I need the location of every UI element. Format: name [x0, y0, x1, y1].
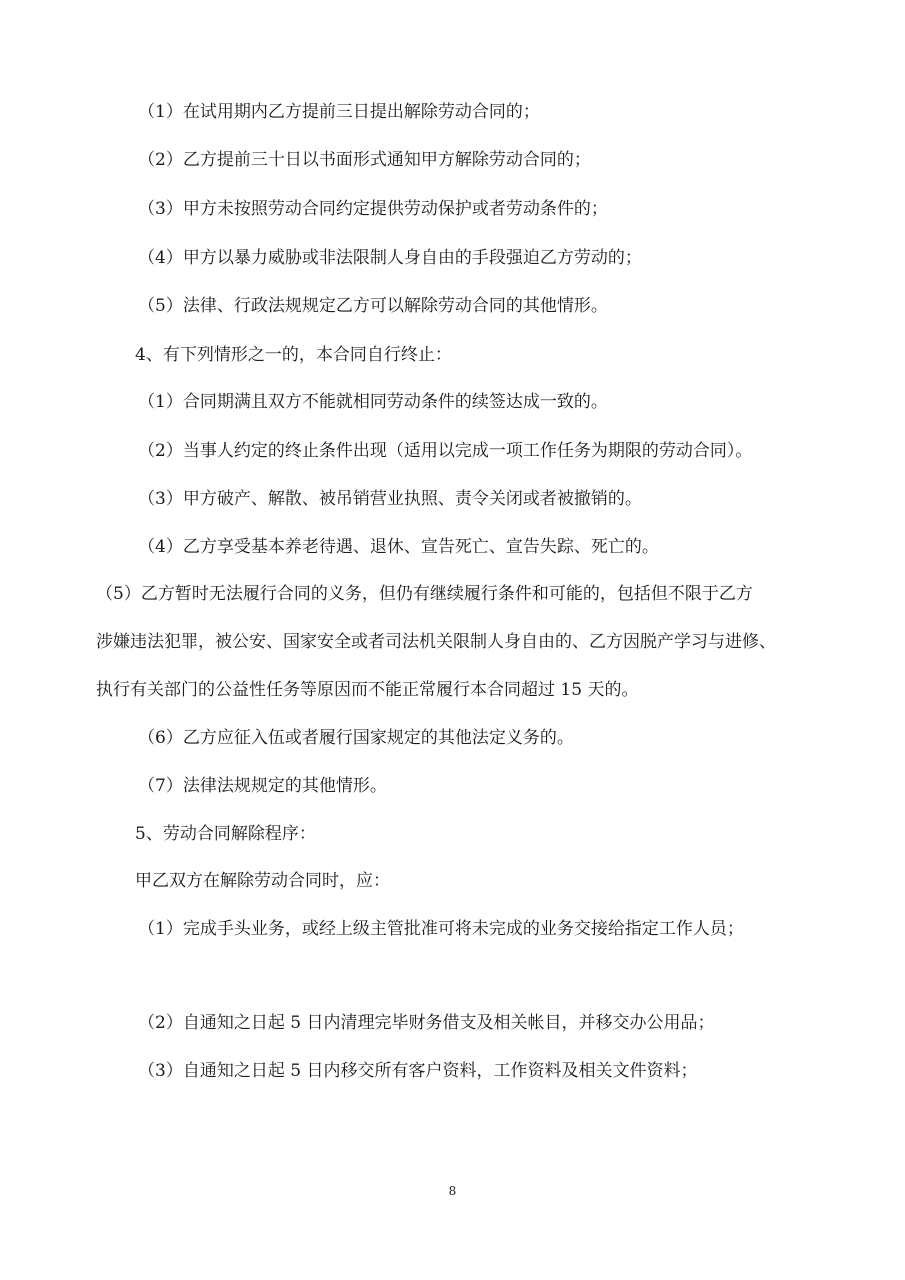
text-line: （3）甲方破产、解散、被吊销营业执照、责令关闭或者被撤销的。 [138, 489, 642, 509]
text-line: （2）乙方提前三十日以书面形式通知甲方解除劳动合同的； [138, 150, 591, 170]
text-line: （1）完成手头业务，或经上级主管批准可将未完成的业务交接给指定工作人员； [138, 919, 744, 939]
text-line: （5）法律、行政法规规定乙方可以解除劳动合同的其他情形。 [138, 296, 608, 316]
text-line: （7）法律法规规定的其他情形。 [138, 776, 387, 796]
text-line: 甲乙双方在解除劳动合同时，应： [135, 871, 390, 891]
text-line: （4）乙方享受基本养老待遇、退休、宣告死亡、宣告失踪、死亡的。 [138, 537, 659, 557]
text-line: （2）自通知之日起 5 日内清理完毕财务借支及相关帐目，并移交办公用品； [138, 1013, 715, 1033]
text-line: 涉嫌违法犯罪，被公安、国家安全或者司法机关限制人身自由的、乙方因脱产学习与进修、 [96, 632, 776, 652]
text-line: 执行有关部门的公益性任务等原因而不能正常履行本合同超过 15 天的。 [96, 680, 639, 700]
text-line: （4）甲方以暴力威胁或非法限制人身自由的手段强迫乙方劳动的； [138, 248, 642, 268]
text-line: （1）在试用期内乙方提前三日提出解除劳动合同的； [138, 102, 540, 122]
text-line: （6）乙方应征入伍或者履行国家规定的其他法定义务的。 [138, 728, 574, 748]
section-heading: 4、有下列情形之一的，本合同自行终止： [135, 345, 452, 365]
text-line: （2）当事人约定的终止条件出现（适用以完成一项工作任务为期限的劳动合同）。 [138, 441, 753, 461]
text-line: （3）自通知之日起 5 日内移交所有客户资料，工作资料及相关文件资料； [138, 1061, 698, 1081]
page-number: 8 [448, 1184, 457, 1198]
text-line: （5）乙方暂时无法履行合同的义务，但仍有继续履行条件和可能的，包括但不限于乙方 [96, 584, 753, 604]
text-line: （1）合同期满且双方不能就相同劳动条件的续签达成一致的。 [138, 392, 608, 412]
text-line: （3）甲方未按照劳动合同约定提供劳动保护或者劳动条件的； [138, 199, 608, 219]
section-heading: 5、劳动合同解除程序： [135, 824, 316, 844]
